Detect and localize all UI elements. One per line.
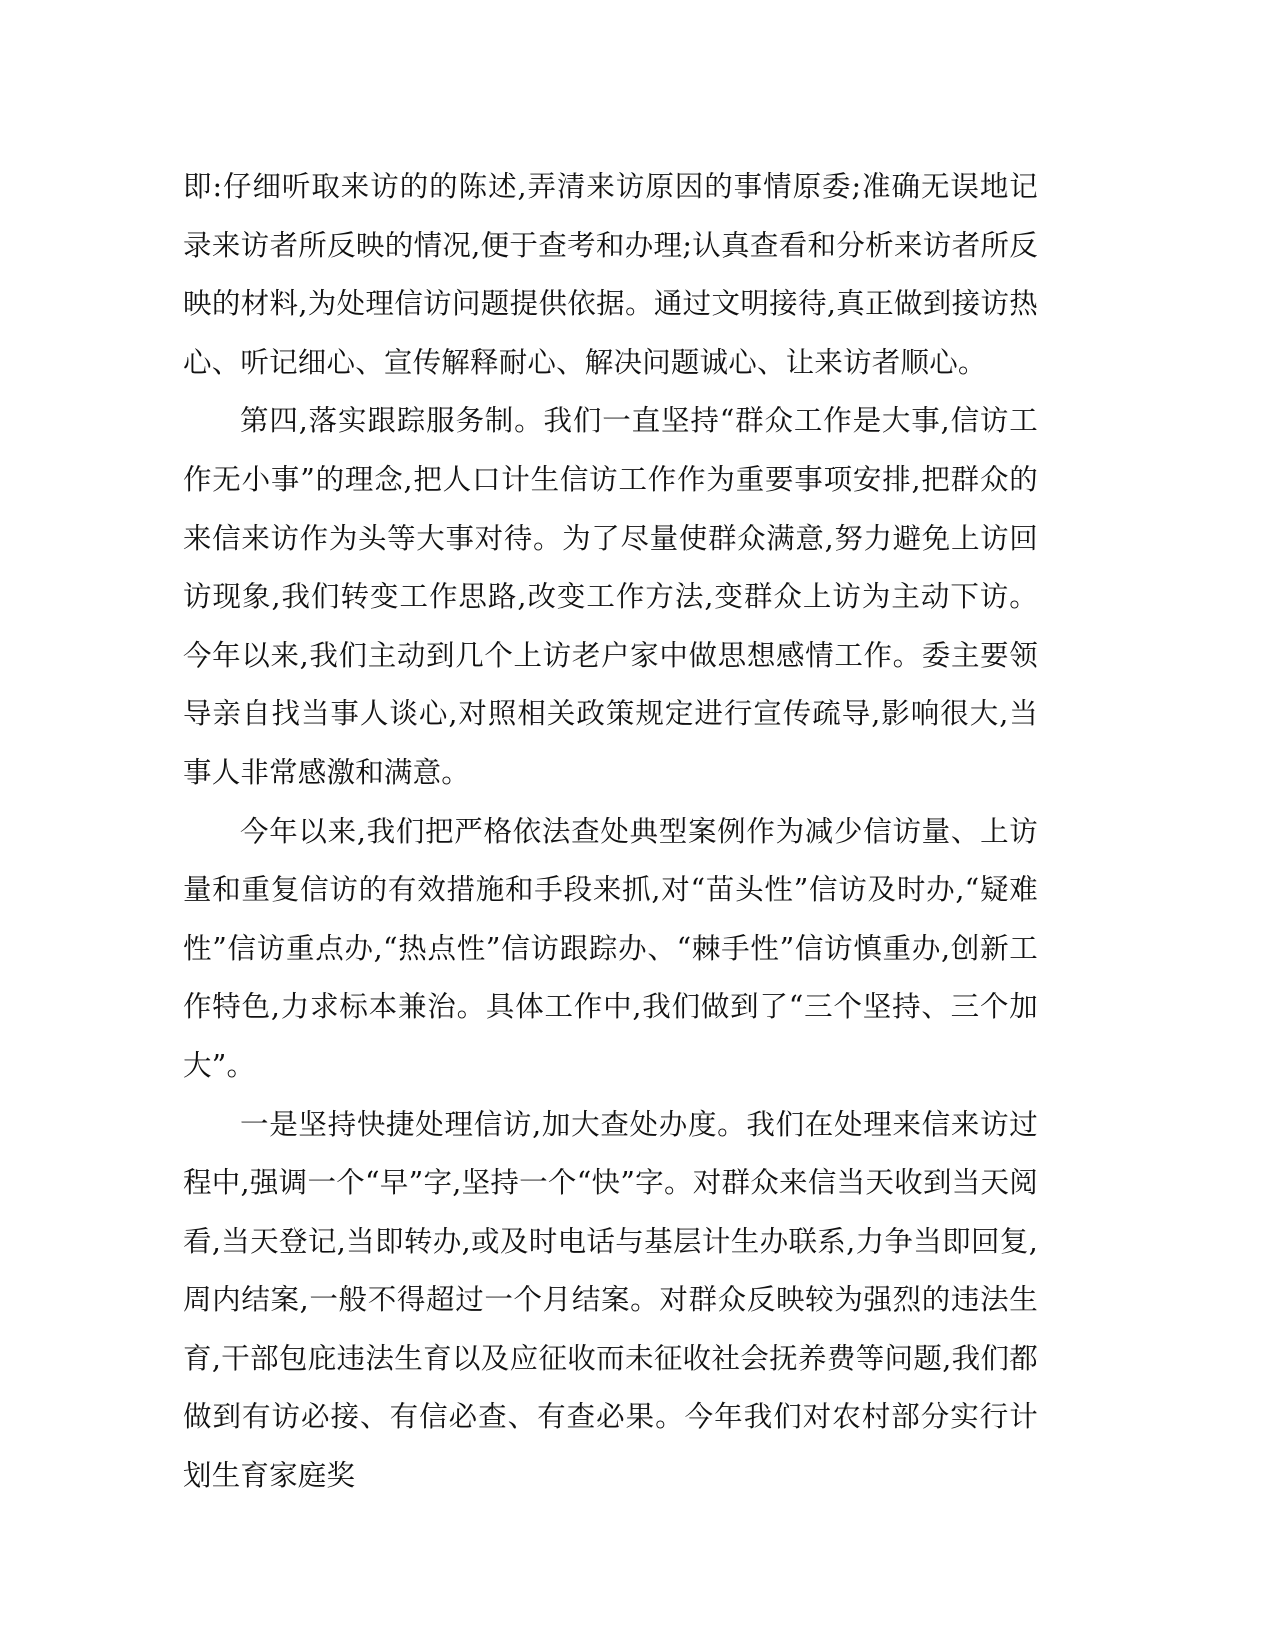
document-body: [183, 158, 1038, 1506]
paragraph-4: 一是坚持快捷处理信访,加大查处办度。我们在处理来信来访过程中,强调一个“早”字,坚持一个“快”字。对群众来信当天收到当天阅看,当天登记,当即转办,或及时电话与基层计生办联系,力争当即回复,周内结案,一般不得超过一个月结案。对群众反映较为强烈的违法生育,干部包庇违法生育以及应征收而未征收社会抚养费等问题,我们都做到有访必接、有信必查、有查必果。今年我们对农村部分实行计划生育家庭奖: [183, 1107, 1038, 1493]
paragraph-3: 今年以来,我们把严格依法查处典型案例作为减少信访量、上访量和重复信访的有效措施和手段来抓,对“苗头性”信访及时办,“疑难性”信访重点办,“热点性”信访跟踪办、“棘手性”信访慎重办,创新工作特色,力求标本兼治。具体工作中,我们做到了“三个坚持、三个加大”。: [183, 814, 1038, 1082]
paragraph-1: 即:仔细听取来访的的陈述,弄清来访原因的事情原委;准确无误地记录来访者所反映的情况,便于查考和办理;认真查看和分析来访者所反映的材料,为处理信访问题提供依据。通过文明接待,真正做到接访热心、听记细心、宣传解释耐心、解决问题诚心、让来访者顺心。: [183, 170, 1038, 379]
paragraph-2: 第四,落实跟踪服务制。我们一直坚持“群众工作是大事,信访工作无小事”的理念,把人口计生信访工作作为重要事项安排,把群众的来信来访作为头等大事对待。为了尽量使群众满意,努力避免上访回访现象,我们转变工作思路,改变工作方法,变群众上访为主动下访。今年以来,我们主动到几个上访老户家中做思想感情工作。委主要领导亲自找当事人谈心,对照相关政策规定进行宣传疏导,影响很大,当事人非常感激和满意。: [183, 404, 1038, 789]
